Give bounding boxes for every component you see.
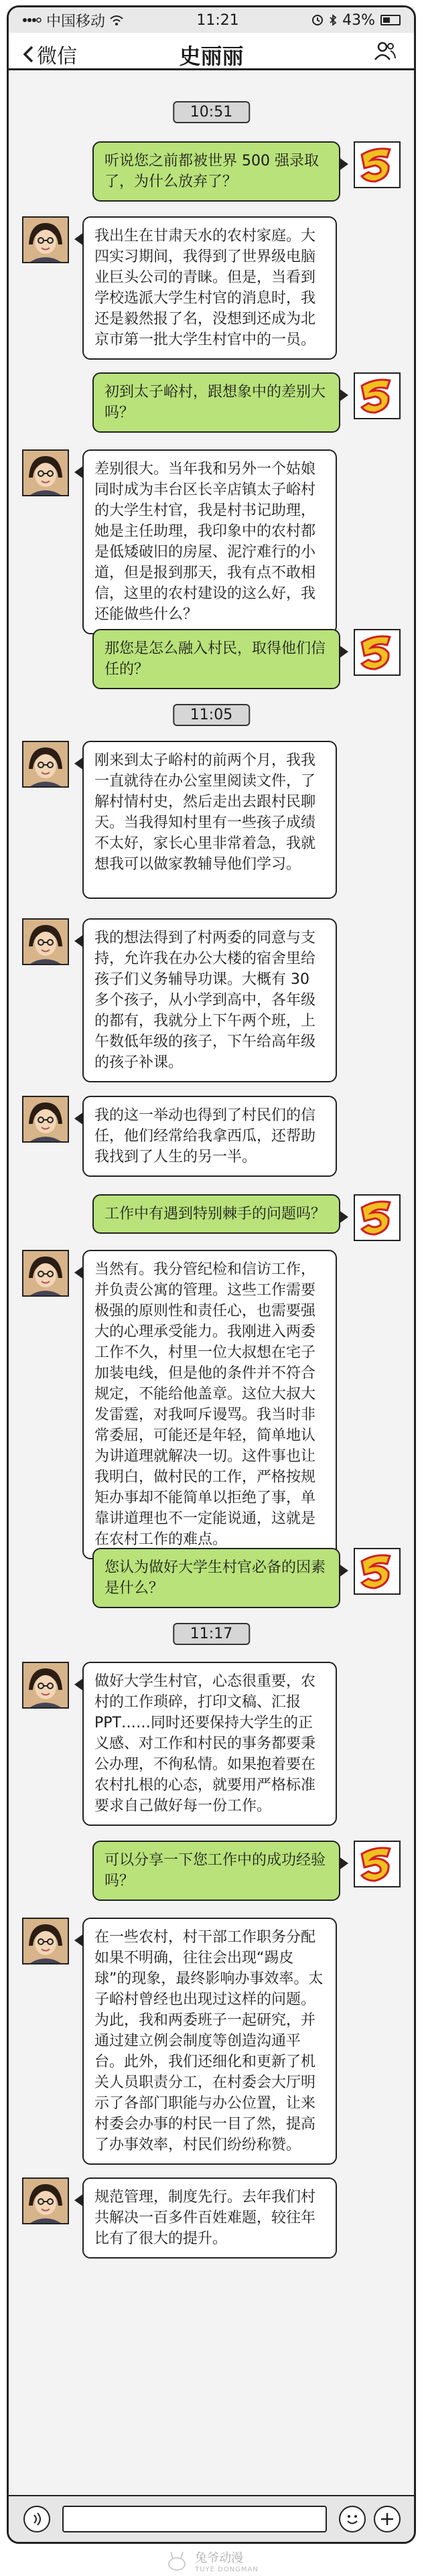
contact-avatar[interactable]	[22, 1662, 69, 1709]
outgoing-message[interactable]: 初到太子峪村，跟想象中的差别大吗？	[92, 372, 340, 433]
contact-avatar[interactable]	[22, 449, 69, 496]
plus-icon[interactable]	[374, 2506, 401, 2532]
timestamp: 10:51	[173, 101, 250, 123]
my-avatar[interactable]	[354, 629, 401, 676]
incoming-message[interactable]: 当然有。我分管纪检和信访工作，并负责公寓的管理。这些工作需要极强的原则性和责任心，也需要强大的心理承受能力。我刚进入两委工作不久，村里一位大叔想在宅子加装电线，但是他的条件并不符合规定，不能给他盖章。这位大叔大发雷霆，对我呵斥谩骂。我当时非常委屈，可能还是年轻，简单地认为讲道理就解决一切。这件事也让我明白，做村民的工作，严格按规矩办事却不能简单以拒绝了事，单靠讲道理也不一定能说通，这就是在农村工作的难点。	[82, 1250, 337, 1559]
contact-info-icon[interactable]	[374, 41, 397, 61]
emoji-icon[interactable]	[339, 2506, 366, 2532]
incoming-message[interactable]: 刚来到太子峪村的前两个月，我我一直就待在办公室里阅读文件，了解村情村史，然后走出去跟村民聊天。当我得知村里有一些孩子成绩不太好，家长心里非常着急，我就想我可以做家教辅导他们学习。	[82, 741, 337, 899]
phone-frame	[7, 5, 416, 2544]
status-right	[311, 12, 401, 29]
rabbit-logo-icon	[165, 2551, 188, 2571]
incoming-message[interactable]: 我的这一举动也得到了村民们的信任，他们经常给我拿西瓜，还帮助我找到了人生的另一半。	[82, 1096, 337, 1177]
my-avatar[interactable]	[354, 141, 401, 188]
message-input[interactable]	[62, 2506, 327, 2532]
contact-avatar[interactable]	[22, 1096, 69, 1143]
input-bar	[9, 2495, 414, 2542]
incoming-message[interactable]: 在一些农村，村干部工作职务分配如果不明确，往往会出现“踢皮球”的现象，最终影响办事效率。太子峪村曾经也出现过这样的问题。为此，我和两委班子一起研究，并通过建立例会制度等创造沟通平台。此外，我们还细化和更新了机关人员职责分工，在村委会大厅明示了各部门职能与办公位置，让来村委会办事的村民一目了然，提高了办事效率，村民们纷纷称赞。	[82, 1918, 337, 2165]
voice-wave-icon	[25, 2507, 49, 2531]
chat-title: 史丽丽	[179, 44, 244, 69]
my-avatar[interactable]	[354, 1841, 401, 1887]
incoming-message[interactable]: 我的想法得到了村两委的同意与支持，允许我在办公大楼的宿舍里给孩子们义务辅导功课。大概有 30 多个孩子，从小学到高中，各年级的都有，我就分上下午两个班，上午数低年级的孩子，下午给高年级的孩子补课。	[82, 918, 337, 1082]
timestamp: 11:17	[173, 1623, 250, 1645]
my-avatar[interactable]	[354, 1548, 401, 1595]
smiley-face-icon	[340, 2507, 364, 2531]
contact-avatar[interactable]	[22, 216, 69, 263]
status-bar	[9, 7, 414, 33]
outgoing-message[interactable]: 那您是怎么融入村民，取得他们信任的？	[92, 629, 340, 689]
add-more-icon	[375, 2507, 399, 2531]
signal-icon	[22, 15, 42, 25]
contact-avatar[interactable]	[22, 1250, 69, 1297]
bluetooth-icon	[329, 14, 337, 26]
contact-avatar[interactable]	[22, 2177, 69, 2224]
contact-avatar[interactable]	[22, 1918, 69, 1964]
incoming-message[interactable]: 规范管理，制度先行。去年我们村共解决一百多件百姓难题，较往年比有了很大的提升。	[82, 2177, 337, 2259]
battery-icon	[380, 15, 401, 25]
outgoing-message[interactable]: 您认为做好大学生村官必备的因素是什么？	[92, 1548, 340, 1608]
contact-avatar[interactable]	[22, 741, 69, 788]
outgoing-message[interactable]: 可以分享一下您工作中的成功经验吗？	[92, 1841, 340, 1901]
back-label: 微信	[37, 45, 77, 68]
incoming-message[interactable]: 做好大学生村官，心态很重要，农村的工作琐碎，打印文稿、汇报 PPT……同时还要保持大学生的正义感、对工作和村民的事务都要秉公办理，不徇私情。如果抱着要在农村扎根的心态，就要用严格标准要求自己做好每一份工作。	[82, 1662, 337, 1826]
my-avatar[interactable]	[354, 1194, 401, 1241]
status-time: 11:21	[196, 11, 239, 29]
watermark-brand: 兔爷动漫	[195, 2551, 244, 2565]
incoming-message[interactable]: 我出生在甘肃天水的农村家庭。大四实习期间，我得到了世界级电脑业巨头公司的青睐。但是，当看到学校选派大学生村官的消息时，我还是毅然报了名，没想到还成为北京市第一批大学生村官中的一员。	[82, 216, 337, 360]
status-left	[22, 10, 124, 31]
my-avatar[interactable]	[354, 372, 401, 419]
incoming-message[interactable]: 差别很大。当年我和另外一个姑娘同时成为丰台区长辛店镇太子峪村的大学生村官，我是村书记助理，她是主任助理，我印象中的农村都是低矮破旧的房屋、泥泞难行的小道，但是报到那天，我有点不敢相信，这里的农村建设的这么好，我还能做些什么？	[82, 449, 337, 634]
carrier-label: 中国移动	[46, 13, 106, 30]
contact-avatar[interactable]	[22, 918, 69, 965]
wifi-icon	[109, 15, 124, 25]
outgoing-message[interactable]: 听说您之前都被世界 500 强录取了，为什么放弃了？	[92, 141, 340, 202]
watermark-sub: TUYE DONGMAN	[195, 2565, 259, 2573]
outgoing-message[interactable]: 工作中有遇到特别棘手的问题吗？	[92, 1194, 340, 1234]
chat-navbar	[9, 33, 414, 70]
timestamp: 11:05	[173, 704, 250, 726]
watermark	[0, 2545, 424, 2576]
battery-percent: 43%	[342, 11, 375, 29]
clock-icon	[311, 14, 324, 26]
voice-icon[interactable]	[23, 2506, 50, 2532]
